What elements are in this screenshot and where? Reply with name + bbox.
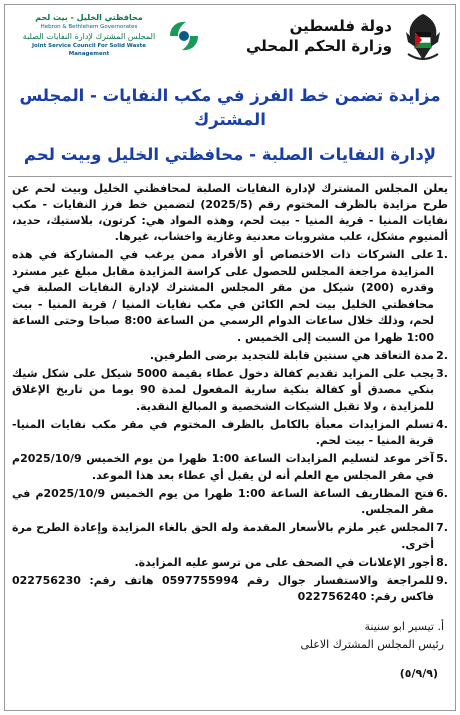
list-item: 4. تسلم المزايدات معبأة بالكامل بالظرف المختوم في مقر مكب نفايات المنيا- قرية المنيا - بيت لحم. [12, 417, 448, 447]
list-item: 7. المجلس غير ملزم بالأسعار المقدمة وله الحق بالغاء المزايدة وإعادة الطرح مرة أخرى. [12, 521, 448, 551]
logo-council-en: Joint Service Council For Solid Waste Management [31, 43, 147, 57]
ad-code: (٥/٩/٩) [399, 666, 438, 680]
intro-paragraph: يعلن المجلس المشترك لإدارة النفايات الصلبة لمحافظتي الخليل وبيت لحم عن طرح مزايدة بالظرف المختوم رقم (2025/5) لتضمين خط فرز النفايات - مكب نفايات المنيا - قرية المنيا - بيت لحم، وهذه المواد هي: كرتون، بلاستيك، حديد، ألمنيوم مشكل، علب مشروبات معدنية وغازية واخشاب، غيرها. [12, 182, 448, 243]
title-line-1: مزايدة تضمن خط الفرز في مكب النفايات - المجلس المشترك [19, 86, 441, 129]
list-item: 6. فتح المظاريف الساعة الساعة 1:00 ظهرا من يوم الخميس 2025/10/9م في مقر المجلس. [12, 486, 448, 516]
signer-title: رئيس المجلس المشترك الاعلى [300, 637, 444, 651]
logo-council-ar: المجلس المشترك لإدارة النفايات الصلبة [22, 32, 156, 41]
list-item: 8. أجور الإعلانات في الصحف على من ترسو عليه المزايدة. [134, 555, 448, 569]
council-logo [14, 12, 204, 72]
palestine-emblem-icon [400, 10, 446, 68]
ministry-name: وزارة الحكم المحلي [245, 37, 392, 55]
list-item: 5. آخر موعد لتسليم المزايدات الساعة 1:00 ظهرا من يوم الخميس 2025/10/9م في مقر المجلس مع العلم أنه لن يقبل أي عطاء بعد هذا الموعد. [12, 452, 448, 482]
list-item: 2. مدة التعاقد هي سنتين قابلة للتجديد برضى الطرفين. [149, 348, 448, 362]
state-heading [246, 16, 392, 56]
header [8, 6, 452, 78]
conditions-list [8, 247, 452, 606]
list-item: 3. يجب على المزايد تقديم كفالة دخول عطاء بقيمة 5000 شيكل على شكل شيك بنكي مصدق أو كفالة بنكية سارية المفعول لمدة 90 يوما من تاريخ الإغلاق للمزايدة ، ولا تقبل الشيكات الشخصية و المبالغ النقدية. [12, 366, 448, 413]
council-mark-icon [166, 18, 202, 54]
title-line-2: لإدارة النفايات الصلبة - محافظتي الخليل وبيت لحم [23, 145, 437, 164]
list-item: 9. للمراجعة والاستفسار جوال رقم 0597755994 هاتف رقم: 022756230 فاكس رقم: 022756240 [12, 573, 448, 603]
footer [8, 612, 452, 682]
signature-block [301, 618, 444, 654]
logo-governorates-en: Hebron & Bethlehem Governorates [40, 24, 138, 30]
list-item: 1. على الشركات ذات الاختصاص أو الأفراد ممن يرغب في المشاركة في هذه المزايدة مراجعة المجلس للحصول على كراسة المزايدة مقابل مبلغ غير مسترد وقدره (200) شيكل من مقر المجلس المشترك لإدارة النفايات الصلبة في محافظتي الخليل بيت لحم الكائن في مكب نفايات المنيا / قرية المنيا - بيت لحم، وذلك خلال ساعات الدوام الرسمي من الساعة 8:00 صباحا وحتى الساعة 1:00 ظهرا من السبت إلى الخميس . [12, 248, 448, 344]
state-name: دولة فلسطين [289, 17, 392, 35]
logo-governorates-ar: محافظتي الخليل - بيت لحم [35, 13, 143, 22]
signer-name: أ. تيسير ابو سنينة [364, 619, 444, 633]
